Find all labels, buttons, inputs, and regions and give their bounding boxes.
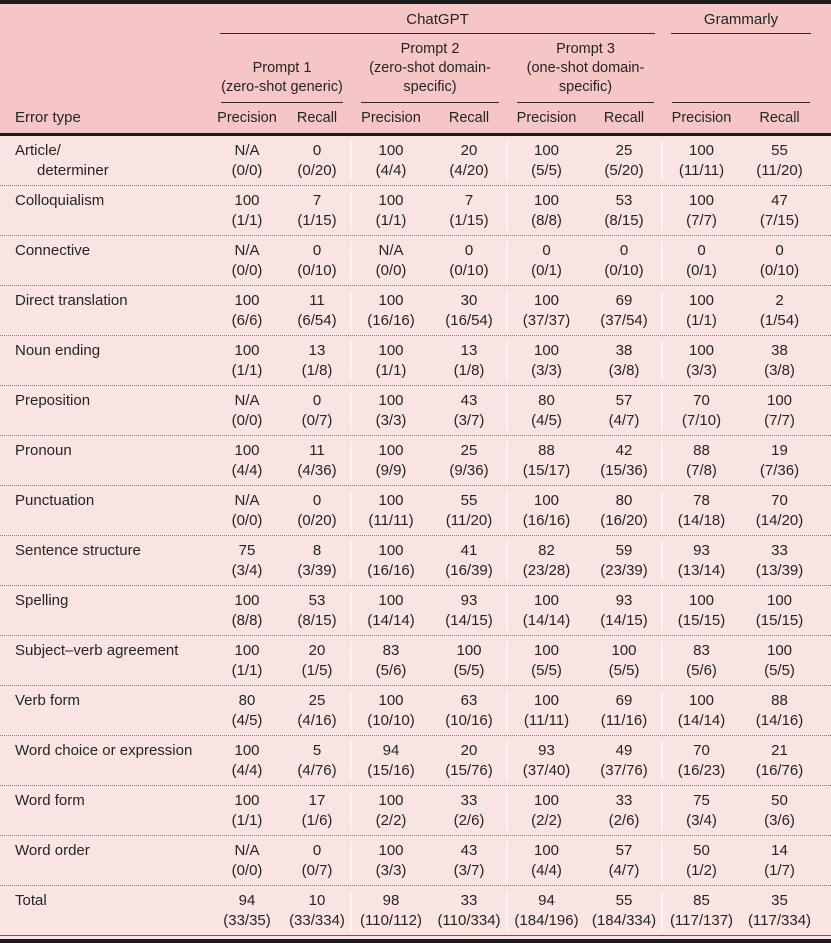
cell-value: 100 (16/16): [506, 491, 585, 531]
cell-value: N/A (0/0): [231, 842, 263, 879]
cell-value: 100 (3/3): [350, 841, 430, 881]
row-label: Spelling: [15, 592, 69, 609]
cell-value: 94 (15/16): [350, 741, 430, 781]
prompt2-subtitle: (zero-shot domain-specific): [369, 60, 491, 95]
cell-value: 100 (4/4): [231, 442, 263, 479]
cell-value: 7 (1/15): [297, 192, 337, 229]
cell-value: 100 (37/37): [506, 291, 585, 331]
metric-header-p2-recall: Recall: [448, 110, 490, 126]
cell-value: 100 (2/2): [506, 791, 585, 831]
cell-value: 0 (0/1): [661, 241, 740, 281]
grammarly-sub-rule: [672, 102, 810, 103]
cell-value: 14 (1/7): [764, 842, 795, 879]
header-corner-spacer: [12, 34, 212, 103]
cell-value: 13 (1/8): [453, 342, 485, 379]
cell-value: 63 (10/16): [445, 692, 493, 729]
cell-value: 11 (4/36): [297, 442, 337, 479]
cell-value: 100 (11/11): [350, 491, 430, 531]
prompt1-subtitle: (zero-shot generic): [221, 79, 343, 95]
cell-value: 93 (14/15): [600, 592, 648, 629]
prompt2-title: Prompt 2: [400, 41, 460, 57]
metric-header-grammarly-recall: Recall: [759, 110, 800, 126]
cell-value: 83 (5/6): [350, 641, 430, 681]
cell-value: 100 (1/1): [231, 642, 263, 679]
cell-value: 93 (13/14): [661, 541, 740, 581]
cell-value: 0 (0/20): [297, 142, 337, 179]
cell-value: 100 (4/4): [506, 841, 585, 881]
cell-value: 10 (33/334): [289, 892, 345, 929]
row-label: Article/ determiner: [15, 142, 109, 179]
row-label: Noun ending: [15, 342, 101, 359]
prompt3-subtitle: (one-shot domain-specific): [526, 60, 645, 95]
cell-value: 83 (5/6): [661, 641, 740, 681]
cell-value: 25 (4/16): [297, 692, 337, 729]
row-label: Word choice or expression: [15, 742, 193, 759]
cell-value: 100 (11/11): [506, 691, 585, 731]
cell-value: 19 (7/36): [759, 442, 800, 479]
metric-header-p1-recall: Recall: [296, 110, 338, 126]
cell-value: N/A (0/0): [350, 241, 430, 281]
cell-value: 80 (16/20): [600, 492, 648, 529]
cell-value: 100 (5/5): [506, 141, 585, 181]
cell-value: 93 (37/40): [506, 741, 585, 781]
cell-value: 50 (1/2): [661, 841, 740, 881]
cell-value: 100 (3/3): [661, 341, 740, 381]
header-group-grammarly-sub: [663, 34, 819, 103]
prompt3-label: [508, 34, 663, 97]
cell-value: 33 (2/6): [453, 792, 485, 829]
cell-value: 55 (11/20): [445, 492, 493, 529]
cell-value: 94 (184/196): [506, 891, 585, 931]
cell-value: 100 (5/5): [608, 642, 640, 679]
cell-value: 88 (7/8): [661, 441, 740, 481]
cell-value: 11 (6/54): [297, 292, 337, 329]
cell-value: 38 (3/8): [764, 342, 795, 379]
header-group-prompt1: [212, 34, 352, 103]
cell-value: N/A (0/0): [231, 392, 263, 429]
table-row: [0, 785, 831, 835]
cell-value: 100 (14/14): [350, 591, 430, 631]
cell-value: 100 (8/8): [506, 191, 585, 231]
grammarly-group-label: Grammarly: [703, 11, 779, 28]
cell-value: 100 (1/1): [350, 341, 430, 381]
cell-value: 80 (4/5): [231, 692, 263, 729]
cell-value: 47 (7/15): [759, 192, 800, 229]
metric-header-p1-precision: Precision: [217, 110, 277, 126]
cell-value: 100 (8/8): [231, 592, 263, 629]
cell-value: 57 (4/7): [608, 842, 640, 879]
cell-value: 43 (3/7): [453, 392, 485, 429]
cell-value: 82 (23/28): [506, 541, 585, 581]
cell-value: 17 (1/6): [301, 792, 333, 829]
cell-value: 53 (8/15): [604, 192, 644, 229]
cell-value: 69 (37/54): [600, 292, 648, 329]
cell-value: 75 (3/4): [661, 791, 740, 831]
cell-value: 53 (8/15): [297, 592, 337, 629]
cell-value: 33 (2/6): [608, 792, 640, 829]
metric-header-p3-precision: Precision: [516, 110, 577, 126]
cell-value: 70 (7/10): [661, 391, 740, 431]
cell-value: 100 (16/16): [350, 541, 430, 581]
cell-value: N/A (0/0): [231, 242, 263, 279]
cell-value: 59 (23/39): [600, 542, 648, 579]
cell-value: 33 (13/39): [755, 542, 804, 579]
cell-value: 75 (3/4): [231, 542, 263, 579]
cell-value: 100 (1/1): [231, 192, 263, 229]
cell-value: 20 (1/5): [301, 642, 333, 679]
cell-value: 49 (37/76): [600, 742, 648, 779]
cell-value: N/A (0/0): [231, 142, 263, 179]
header-row-prompts: [0, 34, 831, 103]
cell-value: 50 (3/6): [764, 792, 795, 829]
table-body: [0, 136, 831, 936]
cell-value: 100 (3/3): [350, 391, 430, 431]
table-row: [0, 685, 831, 735]
table-row: [0, 385, 831, 435]
cell-value: 85 (117/137): [661, 891, 740, 931]
header-row-systems: [0, 4, 831, 34]
cell-value: 100 (14/14): [661, 691, 740, 731]
table-row: [0, 585, 831, 635]
cell-value: 100 (16/16): [350, 291, 430, 331]
cell-value: 80 (4/5): [506, 391, 585, 431]
cell-value: 8 (3/39): [297, 542, 337, 579]
error-type-header: Error type: [15, 109, 81, 126]
cell-value: 55 (11/20): [756, 142, 803, 179]
metric-header-grammarly-precision: Precision: [671, 110, 732, 126]
table-row: [0, 535, 831, 585]
cell-value: 57 (4/7): [608, 392, 640, 429]
row-label: Preposition: [15, 392, 91, 409]
cell-value: 100 (5/5): [506, 641, 585, 681]
chatgpt-group-label: ChatGPT: [406, 11, 469, 28]
row-label: Colloquialism: [15, 192, 105, 209]
cell-value: 43 (3/7): [453, 842, 485, 879]
cell-value: 13 (1/8): [301, 342, 333, 379]
cell-value: 20 (15/76): [445, 742, 493, 779]
cell-value: 100 (4/4): [350, 141, 430, 181]
cell-value: 25 (5/20): [604, 142, 644, 179]
cell-value: 100 (1/1): [231, 792, 263, 829]
cell-value: 100 (7/7): [661, 191, 740, 231]
row-label: Verb form: [15, 692, 81, 709]
cell-value: 98 (110/112): [350, 891, 430, 931]
cell-value: 100 (4/4): [231, 742, 263, 779]
cell-value: 25 (9/36): [449, 442, 489, 479]
cell-value: 30 (16/54): [445, 292, 493, 329]
cell-value: 0 (0/1): [506, 241, 585, 281]
row-label: Sentence structure: [15, 542, 141, 559]
cell-value: 100 (9/9): [350, 441, 430, 481]
prompt1-rule: [221, 102, 343, 103]
row-label: Direct translation: [15, 292, 128, 309]
cell-value: 100 (5/5): [764, 642, 795, 679]
cell-value: 88 (15/17): [506, 441, 585, 481]
cell-value: 88 (14/16): [755, 692, 804, 729]
cell-value: 21 (16/76): [755, 742, 804, 779]
table-header: [0, 4, 831, 136]
cell-value: 69 (11/16): [600, 692, 648, 729]
table-row: [0, 735, 831, 785]
cell-value: 78 (14/18): [661, 491, 740, 531]
metric-header-p3-recall: Recall: [603, 110, 645, 126]
metric-header-p2-precision: Precision: [361, 110, 421, 126]
cell-value: 100 (10/10): [350, 691, 430, 731]
table-row: [0, 185, 831, 235]
table-row: [0, 285, 831, 335]
cell-value: 42 (15/36): [600, 442, 648, 479]
cell-value: 35 (117/334): [747, 892, 812, 929]
cell-value: 94 (33/35): [223, 892, 271, 929]
cell-value: 0 (0/10): [297, 242, 337, 279]
header-group-prompt2: [352, 34, 508, 103]
cell-value: 100 (3/3): [506, 341, 585, 381]
table-row: [0, 635, 831, 685]
cell-value: 70 (16/23): [661, 741, 740, 781]
row-label: Total: [15, 892, 47, 909]
cell-value: 2 (1/54): [759, 292, 800, 329]
row-label: Connective: [15, 242, 91, 259]
row-label: Punctuation: [15, 492, 95, 509]
row-label: Word order: [15, 842, 90, 859]
prompt2-rule: [361, 102, 499, 103]
table-row: [0, 335, 831, 385]
table-row: [0, 885, 831, 935]
row-label: Subject–verb agreement: [15, 642, 179, 659]
prompt2-label: [352, 34, 508, 97]
cell-value: 70 (14/20): [755, 492, 804, 529]
cell-value: 0 (0/10): [604, 242, 644, 279]
table-row: [0, 435, 831, 485]
cell-value: 0 (0/20): [297, 492, 337, 529]
cell-value: 20 (4/20): [449, 142, 489, 179]
header-row-metrics: [0, 103, 831, 133]
prompt3-rule: [517, 102, 654, 103]
cell-value: 100 (1/1): [661, 291, 740, 331]
grammarly-empty-label: [663, 91, 819, 97]
cell-value: 100 (7/7): [764, 392, 795, 429]
header-corner-spacer: [12, 4, 212, 34]
cell-value: 100 (1/1): [231, 342, 263, 379]
cell-value: N/A (0/0): [231, 492, 263, 529]
cell-value: 100 (15/15): [661, 591, 740, 631]
cell-value: 100 (15/15): [755, 592, 804, 629]
prompt1-title: Prompt 1: [252, 60, 312, 76]
table-row: [0, 835, 831, 885]
cell-value: 93 (14/15): [445, 592, 493, 629]
cell-value: 0 (0/10): [449, 242, 489, 279]
header-group-prompt3: [508, 34, 663, 103]
cell-value: 0 (0/7): [301, 392, 333, 429]
prompt1-label: [212, 53, 352, 97]
cell-value: 100 (2/2): [350, 791, 430, 831]
header-group-grammarly: [663, 4, 819, 34]
cell-value: 33 (110/334): [437, 892, 501, 929]
cell-value: 100 (5/5): [453, 642, 485, 679]
cell-value: 55 (184/334): [591, 892, 657, 929]
cell-value: 38 (3/8): [608, 342, 640, 379]
prompt3-title: Prompt 3: [556, 41, 615, 57]
cell-value: 100 (14/14): [506, 591, 585, 631]
header-group-chatgpt: [212, 4, 663, 34]
cell-value: 0 (0/7): [301, 842, 333, 879]
row-label: Word form: [15, 792, 85, 809]
row-label: Pronoun: [15, 442, 72, 459]
cell-value: 100 (11/11): [661, 141, 740, 181]
cell-value: 7 (1/15): [449, 192, 489, 229]
table-row: [0, 136, 831, 185]
cell-value: 100 (6/6): [231, 292, 263, 329]
table-row: [0, 235, 831, 285]
cell-value: 100 (1/1): [350, 191, 430, 231]
table-row: [0, 485, 831, 535]
cell-value: 41 (16/39): [445, 542, 493, 579]
cell-value: 0 (0/10): [759, 242, 800, 279]
cell-value: 5 (4/76): [297, 742, 337, 779]
